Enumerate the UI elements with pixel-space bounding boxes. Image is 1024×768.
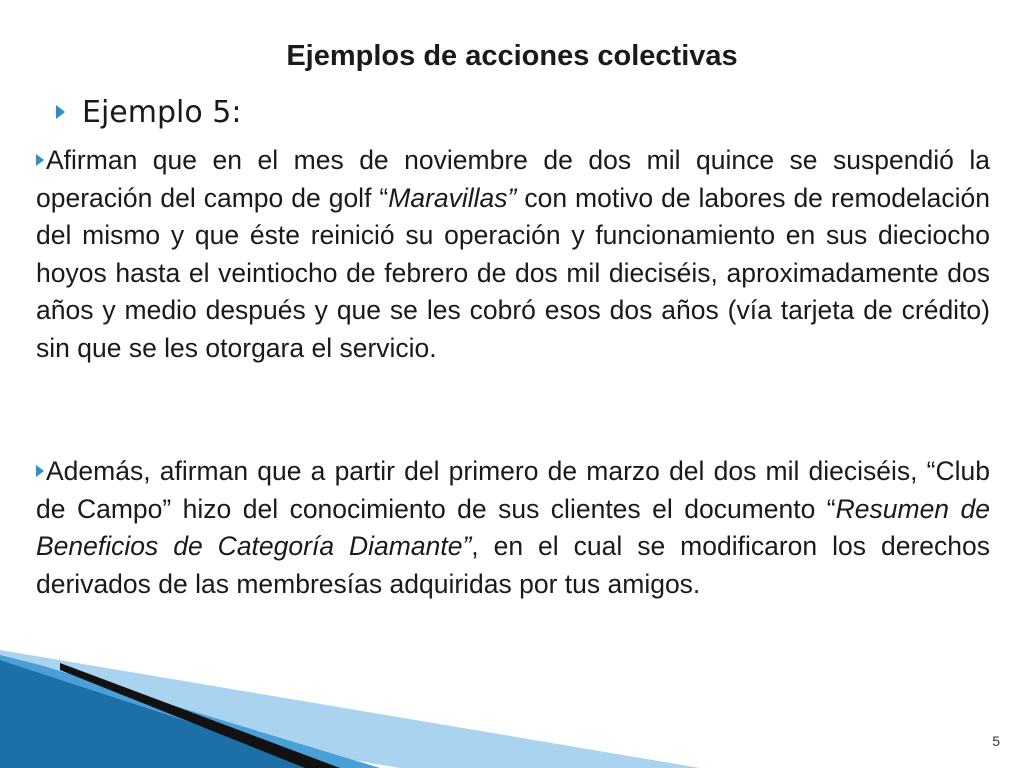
- bullet-level1-text: Ejemplo 5:: [82, 94, 242, 130]
- triangle-bullet-icon: [36, 465, 44, 477]
- triangle-bullet-icon: [56, 105, 65, 119]
- bullet-level1: [56, 90, 241, 134]
- triangle-bullet-icon: [36, 154, 44, 166]
- page-number: 5: [992, 733, 1000, 749]
- paragraph-1-italic: Maravillas”: [388, 182, 517, 213]
- paragraph-2-text-a: Además, afirman que a partir del primero de marzo del dos mil dieciséis, “Club de Campo” hizo del conocimiento de sus clientes el documento “: [36, 456, 990, 524]
- paragraph-2-text-b: , en el cual se modificaron los derechos derivados de las membresías adquiridas por tus amigos.: [36, 531, 990, 599]
- paragraph-2: [36, 453, 990, 603]
- slide-title: Ejemplos de acciones colectivas: [286, 40, 738, 72]
- paragraph-2-italic: Resumen de Beneficios de Categoría Diamante”: [36, 493, 990, 561]
- paragraph-1-text-a: Afirman que en el mes de noviembre de dos mil quince se suspendió la operación del campo de golf “: [36, 145, 990, 213]
- paragraph-1-text-b: con motivo de labores de remodelación del mismo y que éste reinició su operación y funcionamiento en sus dieciocho hoyos hasta el veintiocho de febrero de dos mil dieciséis, aproximadamente dos años y medio después y que se les cobró esos dos años (vía tarjeta de crédito) sin que se les otorgara el servicio.: [36, 182, 990, 363]
- paragraph-1: [36, 142, 990, 367]
